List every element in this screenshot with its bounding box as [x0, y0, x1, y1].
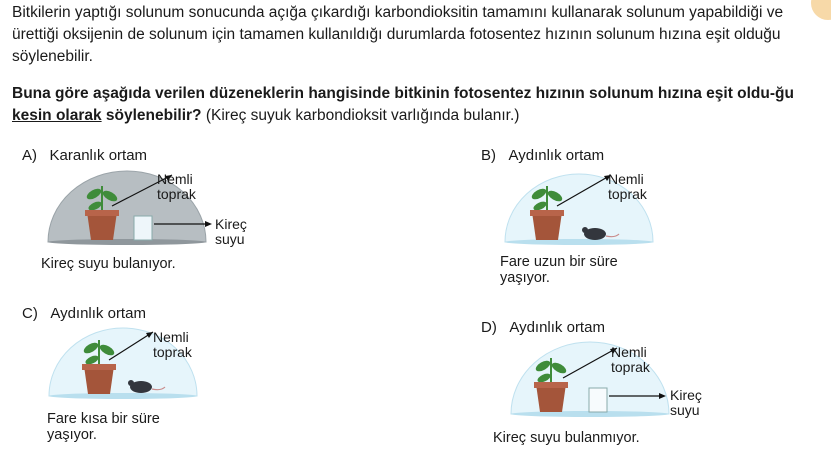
dome-floor — [49, 393, 197, 399]
option-a-label[interactable] — [22, 147, 147, 165]
option-d-letter: D) — [481, 319, 497, 336]
option-c-caption: Fare kısa bir süre yaşıyor. — [47, 411, 160, 443]
prompt-bold: Buna göre aşağıda verilen düzeneklerin hangisinde bitkinin fotosentez hızının solunum hızına eşit oldu-ğu — [12, 85, 794, 102]
pot — [84, 366, 114, 394]
question-prompt — [12, 83, 827, 127]
option-b-env: Aydınlık ortam — [508, 147, 605, 164]
option-b-label[interactable] — [481, 147, 604, 165]
option-d-env: Aydınlık ortam — [509, 319, 605, 336]
option-c-env: Aydınlık ortam — [50, 305, 146, 322]
option-a-letter: A) — [22, 147, 37, 164]
option-b-soil-label: Nemli toprak — [608, 171, 647, 202]
option-a-soil-label: Nemli toprak — [157, 171, 196, 202]
option-c-soil-label: Nemli toprak — [153, 329, 192, 360]
prompt-underlined: kesin olarak — [12, 107, 102, 124]
question-intro: Bitkilerin yaptığı solunum sonucunda açığa çıkardığı karbondioksitin tamamını kullanarak solunum yapabildiği ve ürettiği oksijenin de solunum için tamamen kullanıldığı durumlarda fotosentez hızının solunum hızına eşit olduğu söylenebilir. — [12, 4, 784, 65]
option-a-env: Karanlık ortam — [49, 147, 148, 164]
option-d-lime-label: Kireç suyu — [670, 387, 702, 418]
option-a-lime-label: Kireç suyu — [215, 216, 247, 247]
lime-water-beaker — [589, 388, 607, 412]
option-a-caption: Kireç suyu bulanıyor. — [41, 256, 176, 272]
option-b-letter: B) — [481, 147, 496, 164]
option-d-label[interactable] — [481, 319, 605, 337]
prompt-note: (Kireç suyuk karbondioksit varlığında bulanır.) — [201, 107, 520, 124]
pot — [532, 212, 562, 240]
lime-water-beaker — [134, 216, 152, 240]
pot — [536, 384, 566, 412]
option-c-letter: C) — [22, 305, 38, 322]
pot — [87, 212, 117, 240]
prompt-bold-end: söylenebilir? — [101, 107, 202, 124]
option-d-caption: Kireç suyu bulanmıyor. — [493, 430, 640, 446]
dome-floor — [505, 239, 653, 245]
dome-floor — [48, 239, 206, 245]
option-b-caption: Fare uzun bir süre yaşıyor. — [500, 254, 618, 286]
option-d-soil-label: Nemli toprak — [611, 344, 650, 375]
